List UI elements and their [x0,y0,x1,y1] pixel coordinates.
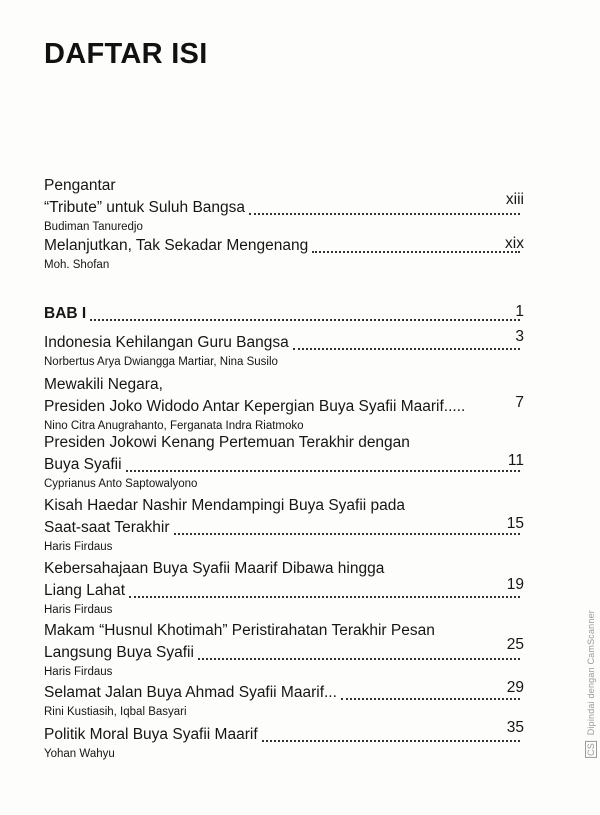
scanner-watermark [585,610,597,758]
entry-title: Presiden Jokowi Kenang Pertemuan Terakhir dengan [44,434,410,451]
toc-entry-tribute [44,175,524,235]
entry-author: Cyprianus Anto Saptowalyono [44,478,198,490]
leader-dots [198,657,520,660]
entry-title: Saat-saat Terakhir [44,519,170,536]
entry-author: Rini Kustiasih, Iqbal Basyari [44,706,187,718]
entry-title: Kisah Haedar Nashir Mendampingi Buya Syafii pada [44,497,406,514]
entry-author: Budiman Tanuredjo [44,221,143,233]
page-number: 11 [507,452,524,469]
entry-title: Kebersahajaan Buya Syafii Maarif Dibawa hingga [44,560,385,577]
toc-entry-melanjutkan [44,235,524,273]
page-number: xix [505,235,524,252]
toc-entry-indonesia [44,328,524,370]
page-number: 3 [515,328,524,345]
entry-title: “Tribute” untuk Suluh Bangsa [44,199,246,216]
page-number: 29 [506,679,524,696]
entry-title: Selamat Jalan Buya Ahmad Syafii Maarif... [44,684,337,701]
leader-dots [174,532,521,535]
page-number: 19 [506,576,524,593]
page-number: 15 [506,515,524,532]
toc-entry-bab-1 [44,303,524,325]
entry-title: Makam “Husnul Khotimah” Peristirahatan Terakhir Pesan [44,622,435,639]
toc-entry-mewakili [44,374,524,434]
entry-title: Langsung Buya Syafii [44,644,194,661]
section-heading [44,175,524,197]
scanner-text: Dipindai dengan CamScanner [586,610,596,736]
chapter-title: BAB I [44,305,87,322]
entry-title: Politik Moral Buya Syafii Maarif [44,726,258,743]
leader-dots [249,212,520,215]
entry-author: Yohan Wahyu [44,748,115,760]
page-number: 25 [506,636,524,653]
page-title: DAFTAR ISI [44,38,208,70]
toc-entry-politik-moral [44,719,524,762]
toc-entry-selamat-jalan [44,679,524,720]
entry-author: Haris Firdaus [44,666,113,678]
leader-dots [126,469,520,472]
toc-entry-makam [44,620,524,680]
entry-title: Melanjutkan, Tak Sekadar Mengenang [44,237,309,254]
entry-title: Presiden Joko Widodo Antar Kepergian Buya Syafii Maarif..... [44,398,466,415]
leader-dots [293,347,520,350]
entry-author: Haris Firdaus [44,541,113,553]
page-number: xiii [505,191,524,208]
toc-entry-jokowi [44,432,524,492]
entry-title: Buya Syafii [44,456,122,473]
entry-author: Moh. Shofan [44,259,110,271]
entry-title: Mewakili Negara, [44,376,163,393]
entry-author: Norbertus Arya Dwiangga Martiar, Nina Susilo [44,356,278,368]
entry-author: Nino Citra Anugrahanto, Ferganata Indra Riatmoko [44,420,304,432]
leader-dots [129,595,520,598]
leader-dots [262,739,520,742]
entry-title: Liang Lahat [44,582,126,599]
pengantar-heading: Pengantar [44,177,116,194]
entry-title: Indonesia Kehilangan Guru Bangsa [44,334,289,351]
toc-entry-haedar [44,495,524,555]
toc-entry-kebersahajaan [44,558,524,618]
page-number: 35 [506,719,524,736]
camscanner-icon: CS [586,742,596,756]
leader-dots [90,318,520,321]
page-number: 1 [515,303,524,320]
page-number: 7 [515,394,524,411]
entry-author: Haris Firdaus [44,604,113,616]
